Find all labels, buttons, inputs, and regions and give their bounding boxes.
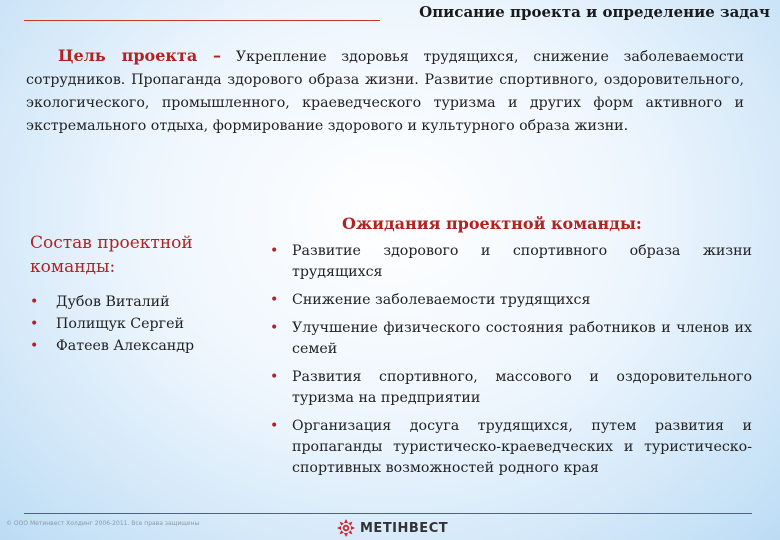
project-goal (26, 44, 744, 138)
team-member: • Фатеев Александр (30, 335, 194, 357)
expectation-item: • Улучшение физического состояния работников и членов их семей (270, 318, 752, 360)
expectations-title: Ожидания проектной команды: (342, 214, 642, 233)
footer-divider (24, 513, 752, 514)
metinvest-logo (336, 518, 448, 538)
goal-text: Укрепление здоровья трудящихся, снижение заболеваемости сотрудников. Пропаганда здорового образа жизни. Развитие спортивного, оздоровительного, экологического, промышленного, краеведческого туризма и других форм активного и экстремального отдыха, формирование здорового и культурного образа жизни. (26, 49, 744, 134)
expectation-item: • Развития спортивного, массового и оздоровительного туризма на предприятии (270, 367, 752, 409)
expectation-item: • Организация досуга трудящихся, путем развития и пропаганды туристическо-краеведческих и туристическо-спортивных возможностей родного края (270, 416, 752, 479)
header-divider (24, 20, 380, 21)
team-title: Состав проектной команды: (30, 233, 193, 277)
expectations-list (270, 241, 752, 486)
page-title: Описание проекта и определение задач (419, 3, 770, 21)
logo-text: МЕТІНВЕСТ (360, 520, 449, 536)
goal-label: Цель проекта – (58, 46, 222, 65)
metinvest-logo-icon (336, 518, 356, 538)
team-list (30, 291, 194, 357)
team-member: • Дубов Виталий (30, 291, 194, 313)
expectation-item: • Снижение заболеваемости трудящихся (270, 290, 752, 311)
team-member: • Полищук Сергей (30, 313, 194, 335)
expectation-item: • Развитие здорового и спортивного образа жизни трудящихся (270, 241, 752, 283)
copyright-note: © ООО Метинвест Холдинг 2006-2011. Все права защищены (6, 520, 200, 527)
